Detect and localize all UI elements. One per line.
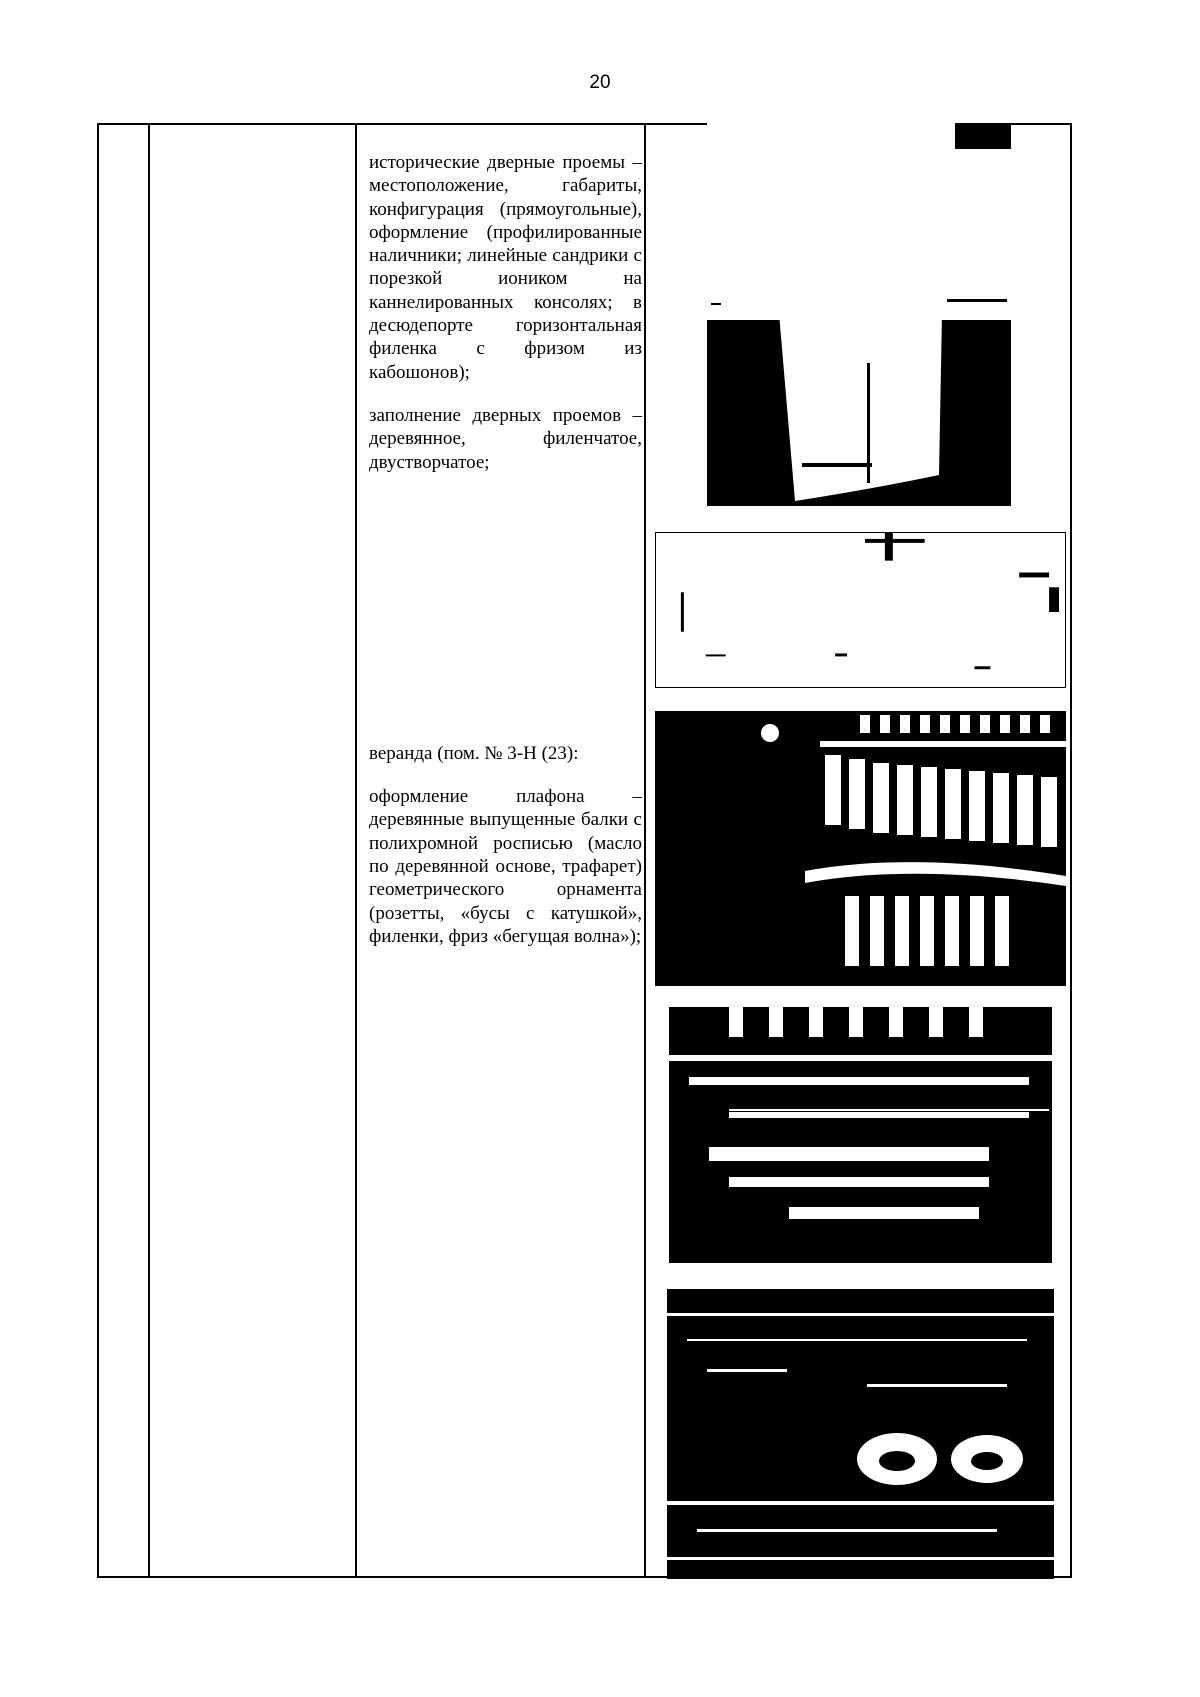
door-fill-paragraph: заполнение дверных проемов – деревянное, филенчатое, двустворчатое; xyxy=(369,404,642,473)
door-photo xyxy=(707,123,1011,506)
veranda-heading: веранда (пом. № 3-Н (23): xyxy=(369,742,579,764)
ceiling-paragraph: оформление плафона – деревянные выпущенные балки с полихромной росписью (масло по деревянной основе, трафарет) геометрического орнамента (розетты, «бусы с катушкой», филенки, фриз «бегущая волна»); xyxy=(369,786,642,947)
column-divider xyxy=(148,125,150,1576)
doors-paragraph: исторические дверные проемы – местоположение, габариты, конфигурация (прямоугольные), оформление (профилированные наличники; линейные сандрики с порезкой иоником на каннелированных консолях; в десюдепорте горизонтальная филенка с фризом из кабошонов); xyxy=(369,152,642,383)
page-number: 20 xyxy=(589,72,611,93)
panel-photo xyxy=(655,532,1066,688)
column-divider xyxy=(355,125,357,1576)
description-column xyxy=(369,151,642,948)
ceiling-photo xyxy=(655,711,1066,986)
heritage-table xyxy=(97,123,1072,1578)
beam-photo xyxy=(669,1007,1052,1263)
ornament-photo xyxy=(667,1289,1054,1579)
column-divider xyxy=(644,125,646,1576)
